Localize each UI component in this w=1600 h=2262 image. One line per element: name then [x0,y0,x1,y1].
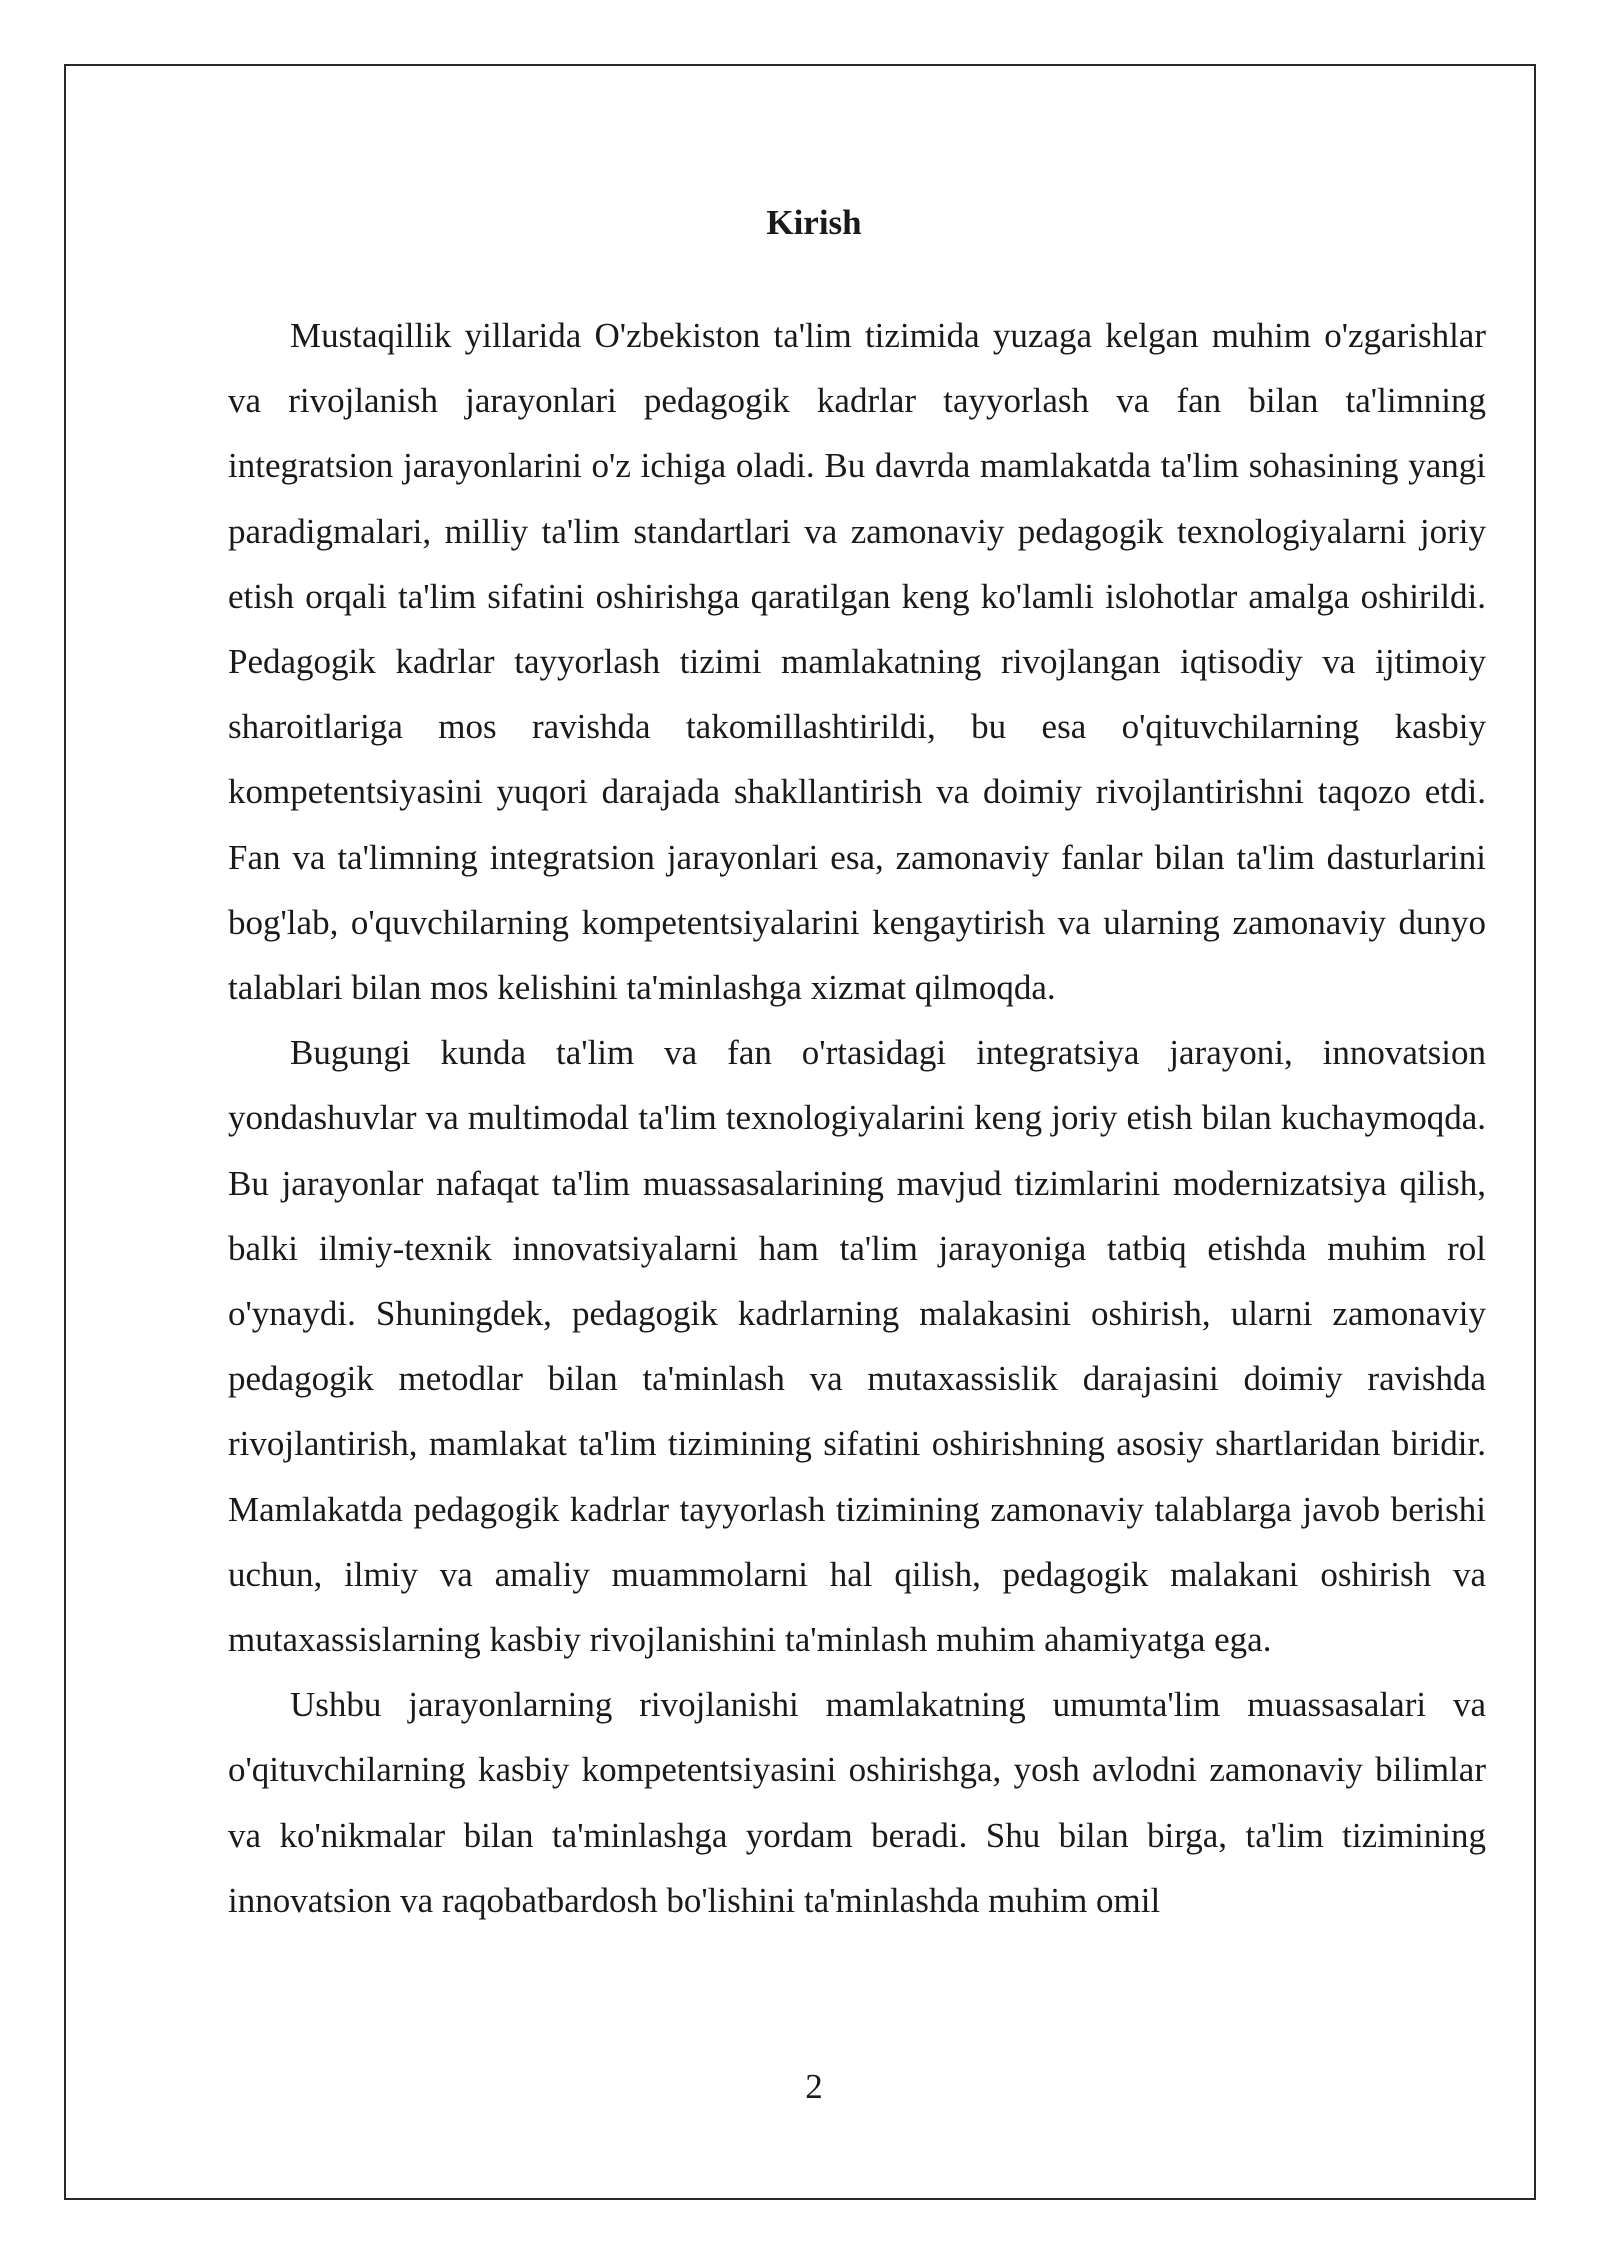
body-text [228,303,1486,1933]
paragraph-3: Ushbu jarayonlarning rivojlanishi mamlakatning umumta'lim muassasalari va o'qituvchilarning kasbiy kompetentsiyasini oshirishga, yosh avlodni zamonaviy bilimlar va ko'nikmalar bilan ta'minlashga yordam beradi. Shu bilan birga, ta'lim tizimining innovatsion va raqobatbardosh bo'lishini ta'minlashda muhim omil [228,1685,1486,1920]
section-title: Kirish [766,203,862,242]
paragraph-1: Mustaqillik yillarida O'zbekiston ta'lim tizimida yuzaga kelgan muhim o'zgarishlar va rivojlanish jarayonlari pedagogik kadrlar tayyorlash va fan bilan ta'limning integratsion jarayonlarini o'z ichiga oladi. Bu davrda mamlakatda ta'lim sohasining yangi paradigmalari, milliy ta'lim standartlari va zamonaviy pedagogik texnologiyalarni joriy etish orqali ta'lim sifatini oshirishga qaratilgan keng ko'lamli islohotlar amalga oshirildi. Pedagogik kadrlar tayyorlash tizimi mamlakatning rivojlangan iqtisodiy va ijtimoiy sharoitlariga mos ravishda takomillashtirildi, bu esa o'qituvchilarning kasbiy kompetentsiyasini yuqori darajada shakllantirish va doimiy rivojlantirishni taqozo etdi. Fan va ta'limning integratsion jarayonlari esa, zamonaviy fanlar bilan ta'lim dasturlarini bog'lab, o'quvchilarning kompetentsiyalarini kengaytirish va ularning zamonaviy dunyo talablari bilan mos kelishini ta'minlashga xizmat qilmoqda. [228,316,1486,1008]
page-number: 2 [805,2067,823,2106]
paragraph-2: Bugungi kunda ta'lim va fan o'rtasidagi integratsiya jarayoni, innovatsion yondashuvlar va multimodal ta'lim texnologiyalarini keng joriy etish bilan kuchaymoqda. Bu jarayonlar nafaqat ta'lim muassasalarining mavjud tizimlarini modernizatsiya qilish, balki ilmiy-texnik innovatsiyalarni ham ta'lim jarayoniga tatbiq etishda muhim rol o'ynaydi. Shuningdek, pedagogik kadrlarning malakasini oshirish, ularni zamonaviy pedagogik metodlar bilan ta'minlash va mutaxassislik darajasini doimiy ravishda rivojlantirish, mamlakat ta'lim tizimining sifatini oshirishning asosiy shartlaridan biridir. Mamlakatda pedagogik kadrlar tayyorlash tizimining zamonaviy talablarga javob berishi uchun, ilmiy va amaliy muammolarni hal qilish, pedagogik malakani oshirish va mutaxassislarning kasbiy rivojlanishini ta'minlash muhim ahamiyatga ega. [228,1033,1486,1660]
